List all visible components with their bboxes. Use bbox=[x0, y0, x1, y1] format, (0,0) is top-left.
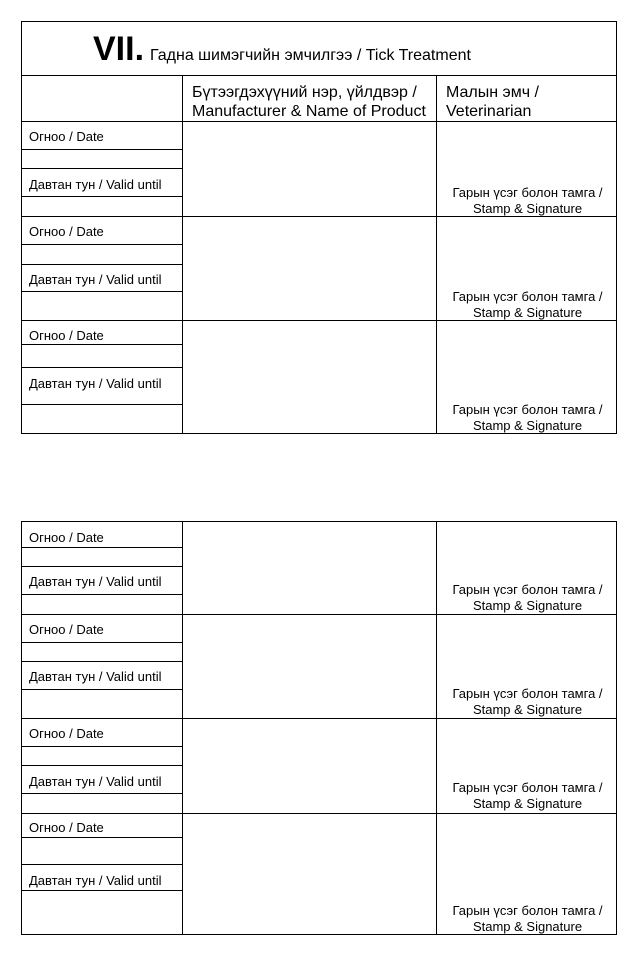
date-label: Огноо / Date bbox=[29, 622, 104, 637]
valid-until-label: Давтан тун / Valid until bbox=[29, 177, 162, 192]
date-label: Огноо / Date bbox=[29, 530, 104, 545]
treatment-entry bbox=[22, 614, 616, 719]
signature-label: Гарын үсэг болон тамга / Stamp & Signature bbox=[452, 185, 603, 216]
product-header-line1: Бүтээгдэхүүний нэр, үйлдвэр / bbox=[192, 84, 417, 101]
date-label: Огноо / Date bbox=[29, 224, 104, 239]
signature-label: Гарын үсэг болон тамга / Stamp & Signature bbox=[452, 402, 603, 433]
valid-until-label: Давтан тун / Valid until bbox=[29, 272, 162, 287]
tick-treatment-table-1 bbox=[21, 21, 617, 434]
signature-label: Гарын үсэг болон тамга / Stamp & Signature bbox=[452, 582, 603, 613]
valid-until-label: Давтан тун / Valid until bbox=[29, 669, 162, 684]
product-header-line2: Manufacturer & Name of Product bbox=[192, 103, 426, 120]
valid-until-label: Давтан тун / Valid until bbox=[29, 774, 162, 789]
signature-label: Гарын үсэг болон тамга / Stamp & Signature bbox=[452, 289, 603, 320]
valid-until-label: Давтан тун / Valid until bbox=[29, 873, 162, 888]
signature-label: Гарын үсэг болон тамга / Stamp & Signature bbox=[452, 686, 603, 717]
section-title bbox=[22, 22, 616, 76]
section-number: VII. bbox=[93, 30, 145, 68]
treatment-entry bbox=[22, 121, 616, 217]
valid-until-label: Давтан тун / Valid until bbox=[29, 376, 162, 391]
treatment-entry bbox=[22, 320, 616, 433]
treatment-entry bbox=[22, 216, 616, 321]
tick-treatment-table-2 bbox=[21, 521, 617, 935]
date-label: Огноо / Date bbox=[29, 820, 104, 835]
signature-label: Гарын үсэг болон тамга / Stamp & Signature bbox=[452, 903, 603, 934]
treatment-entry bbox=[22, 813, 616, 934]
date-label: Огноо / Date bbox=[29, 129, 104, 144]
section-heading: Гадна шимэгчийн эмчилгээ / Tick Treatment bbox=[150, 47, 471, 64]
date-label: Огноо / Date bbox=[29, 328, 104, 343]
signature-label: Гарын үсэг болон тамга / Stamp & Signature bbox=[452, 780, 603, 811]
vet-header-line2: Veterinarian bbox=[446, 103, 532, 120]
vet-header-line1: Малын эмч / bbox=[446, 84, 539, 101]
valid-until-label: Давтан тун / Valid until bbox=[29, 574, 162, 589]
header-row bbox=[22, 75, 616, 122]
treatment-entry bbox=[22, 718, 616, 814]
treatment-entry bbox=[22, 522, 616, 615]
date-label: Огноо / Date bbox=[29, 726, 104, 741]
